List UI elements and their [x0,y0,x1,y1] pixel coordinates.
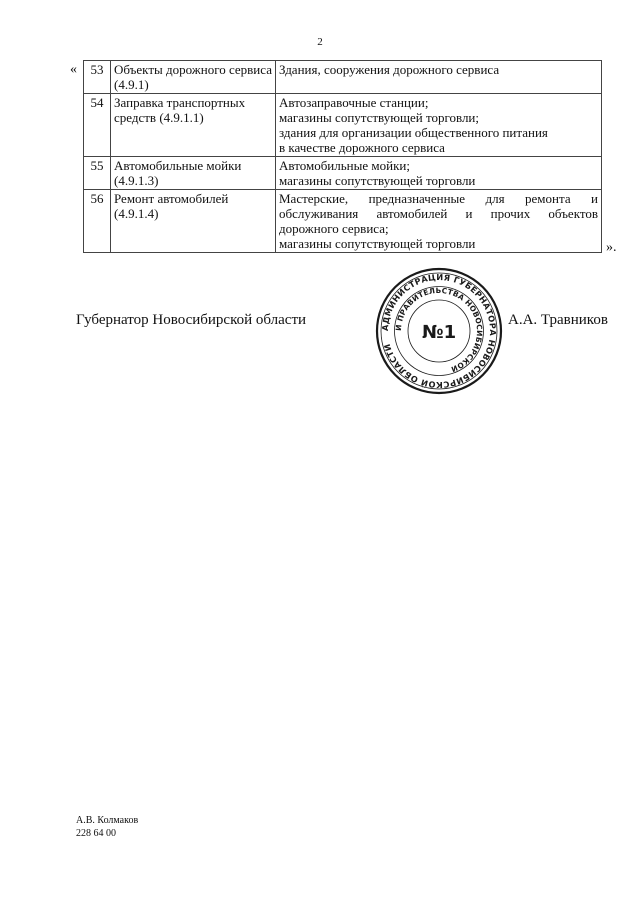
description-line: здания для организации общественного питания [279,125,548,140]
description-line: магазины сопутствующей торговли; [279,110,479,125]
row-number: 53 [84,61,111,94]
description-line: Мастерские, предназначенные для ремонта и обслуживания автомобилей и прочих объектов дорожного сервиса; [279,191,598,236]
official-seal-icon [374,266,504,396]
row-number: 55 [84,157,111,190]
row-number: 56 [84,190,111,253]
table-row [84,190,602,253]
row-description [276,157,602,190]
quote-open: « [70,62,77,77]
row-name: Ремонт автомобилей (4.9.1.4) [111,190,276,253]
table-row [84,94,602,157]
row-name: Объекты дорожного сервиса (4.9.1) [111,61,276,94]
footer-author: А.В. Колмаков [76,815,139,826]
footer [76,814,138,840]
description-line: Автозаправочные станции; [279,95,429,110]
table-row [84,157,602,190]
row-description [276,94,602,157]
row-description [276,190,602,253]
description-line: Здания, сооружения дорожного сервиса [279,62,500,77]
row-description [276,61,602,94]
seal-number: №1 [421,322,457,343]
page-number: 2 [317,36,323,48]
description-line: магазины сопутствующей торговли [279,173,476,188]
land-use-table [83,60,602,253]
footer-phone: 228 64 00 [76,828,116,839]
table-row [84,61,602,94]
signer-title: Губернатор Новосибирской области [76,312,307,328]
row-name: Заправка транспортных средств (4.9.1.1) [111,94,276,157]
seal-outer-text: АДМИНИСТРАЦИЯ ГУБЕРНАТОРА НОВОСИБИРСКОЙ ОБЛАСТИ [379,271,499,391]
description-line: магазины сопутствующей торговли [279,236,476,251]
signer-name: А.А. Травников [508,312,608,328]
row-number: 54 [84,94,111,157]
description-line: Автомобильные мойки; [279,158,410,173]
seal-inner-text: И ПРАВИТЕЛЬСТВА НОВОСИБИРСКОЙ [393,285,485,374]
description-line: в качестве дорожного сервиса [279,140,445,155]
row-name: Автомобильные мойки (4.9.1.3) [111,157,276,190]
quote-close: ». [606,240,617,255]
